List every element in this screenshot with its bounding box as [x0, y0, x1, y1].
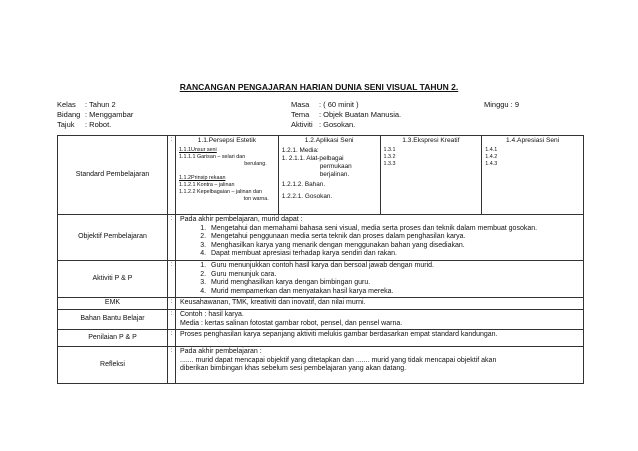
list-item: 4. Dapat membuat apresiasi terhadap karya sendiri dan rakan. — [208, 250, 580, 259]
aktiviti-list — [180, 262, 580, 296]
std-col3-item: 1.3.1 — [383, 147, 396, 153]
penilaian-colon: : — [168, 330, 176, 347]
aktiviti-content — [176, 260, 584, 297]
bahan-line-1: Contoh : hasil karya. — [180, 310, 244, 318]
refleksi-line-2: diberikan bimbingan khas sebelum sesi pembelajaran yang akan datang. — [180, 365, 407, 373]
std-col1-item: 1.1.2Prinsip rekaan — [179, 175, 226, 181]
std-col2-item: 1.2.1.2. Bahan. — [281, 181, 326, 188]
row-refleksi — [58, 347, 584, 384]
std-col-apresiasi — [482, 136, 583, 214]
list-item: 1. Guru menunjukkan contoh hasil karya dan bersoal jawab dengan murid. — [208, 262, 580, 271]
std-col2-item: berjalinan. — [319, 171, 350, 178]
bahan-label: Bahan Bantu Belajar — [58, 309, 168, 329]
refleksi-line-1: ....... murid dapat mencapai objektif yang ditetapkan dan ....... murid yang tidak mencapai objektif akan — [180, 356, 497, 364]
kelas-value: : Tahun 2 — [85, 100, 116, 109]
objektif-intro: Pada akhir pembelajaran, murid dapat : — [180, 216, 303, 223]
aktiviti-row-label: Aktiviti P & P — [58, 260, 168, 297]
std-col-ekspresi — [381, 136, 483, 214]
std-col1-item: 1.1.1Unsur seni — [179, 147, 217, 153]
std-col2-head: 1.2.Aplikasi Seni — [304, 137, 354, 144]
penilaian-content: Proses penghasilan karya sepanjang aktiviti melukis gambar berdasarkan empat standard kandungan. — [176, 330, 584, 347]
aktiviti-colon: : — [168, 260, 176, 297]
header-left — [57, 100, 133, 130]
bidang-value: : Menggambar — [85, 110, 134, 119]
tajuk-value: : Robot. — [85, 120, 112, 129]
refleksi-label: Refleksi — [58, 347, 168, 384]
penilaian-label: Penilaian P & P — [58, 330, 168, 347]
std-col3-item: 1.3.3 — [383, 161, 396, 167]
row-penilaian — [58, 330, 584, 347]
row-emk — [58, 298, 584, 310]
list-item: 2. Mengetahui penggunaan media serta teknik dan proses dalam penghasilan karya. — [208, 233, 580, 242]
std-col1-head: 1.1.Persepsi Estetik — [197, 137, 257, 144]
bahan-line-2: Media : kertas salinan fotostat gambar robot, pensel, dan pensel warna. — [180, 319, 403, 327]
row-bahan — [58, 309, 584, 329]
aktiviti-value: : Gosokan. — [319, 120, 356, 129]
objektif-list — [180, 225, 580, 259]
masa-value: : ( 60 minit ) — [319, 100, 359, 109]
tema-label: Tema — [291, 110, 310, 119]
standard-content — [176, 136, 584, 215]
objektif-content — [176, 215, 584, 261]
std-col2-item: permukaan — [319, 163, 352, 170]
std-col3-item: 1.3.2 — [383, 154, 396, 160]
bidang-label: Bidang — [57, 110, 81, 119]
objektif-label: Objektif Pembelajaran — [58, 215, 168, 261]
std-col2-item: 1. 2.1.1. Alat-pelbagai — [281, 155, 344, 162]
std-col1-item: berulang. — [244, 161, 267, 167]
emk-content: Keusahawanan, TMK, kreativiti dan inovatif, dan nilai murni. — [176, 298, 584, 310]
row-aktiviti — [58, 260, 584, 297]
std-col1-item — [179, 168, 275, 175]
std-col2-item: 1.2.2.1. Gosokan. — [281, 193, 333, 200]
std-col4-head: 1.4.Apresiasi Seni — [506, 137, 560, 144]
bahan-colon: : — [168, 309, 176, 329]
objektif-colon: : — [168, 215, 176, 261]
std-col3-head: 1.3.Ekspresi Kreatif — [402, 137, 460, 144]
std-col1-item: 1.1.2.2 Kepelbagaian – jalinan dan — [179, 189, 263, 195]
standard-label: Standard Pembelajaran — [58, 136, 168, 215]
list-item: 3. Menghasilkan karya yang menarik dengan menggunakan bahan yang disediakan. — [208, 242, 580, 251]
tajuk-label: Tajuk — [57, 120, 75, 129]
std-col1-item: ton warna. — [243, 196, 269, 202]
std-col4-item: 1.4.2 — [485, 154, 498, 160]
row-standard — [58, 136, 584, 215]
aktiviti-label: Aktiviti — [291, 120, 313, 129]
std-col1-item: 1.1.2.1 Kontra – jalinan — [179, 182, 235, 188]
list-item: 1. Mengetahui dan memahami bahasa seni visual, media serta proses dan teknik dalam membuat gosokan. — [208, 225, 580, 234]
refleksi-content — [176, 347, 584, 384]
emk-label: EMK — [58, 298, 168, 310]
standard-colon: : — [168, 136, 176, 215]
row-objektif — [58, 215, 584, 261]
std-col1-item: 1.1.1.1 Garisan – selari dan — [179, 154, 246, 160]
document-title: RANCANGAN PENGAJARAN HARIAN DUNIA SENI VISUAL TAHUN 2. — [179, 82, 459, 92]
refleksi-colon: : — [168, 347, 176, 384]
bahan-content — [176, 309, 584, 329]
std-col4-item: 1.4.1 — [485, 147, 498, 153]
kelas-label: Kelas — [57, 100, 76, 109]
header-middle — [291, 100, 401, 130]
tema-value: : Objek Buatan Manusia. — [319, 110, 402, 119]
list-item: 4. Murid mempamerkan dan menyatakan hasil karya mereka. — [208, 288, 580, 297]
refleksi-intro: Pada akhir pembelajaran : — [180, 348, 262, 356]
list-item: 2. Guru menunjuk cara. — [208, 271, 580, 280]
std-col-persepsi — [176, 136, 279, 214]
masa-label: Masa — [291, 100, 310, 109]
std-col4-item: 1.4.3 — [485, 161, 498, 167]
lesson-plan-table — [57, 135, 584, 384]
std-col2-item: 1.2.1. Media: — [281, 147, 319, 154]
minggu: Minggu : 9 — [484, 100, 520, 109]
std-col-aplikasi — [279, 136, 381, 214]
list-item: 3. Murid menghasilkan karya dengan bimbingan guru. — [208, 279, 580, 288]
emk-colon: : — [168, 298, 176, 310]
